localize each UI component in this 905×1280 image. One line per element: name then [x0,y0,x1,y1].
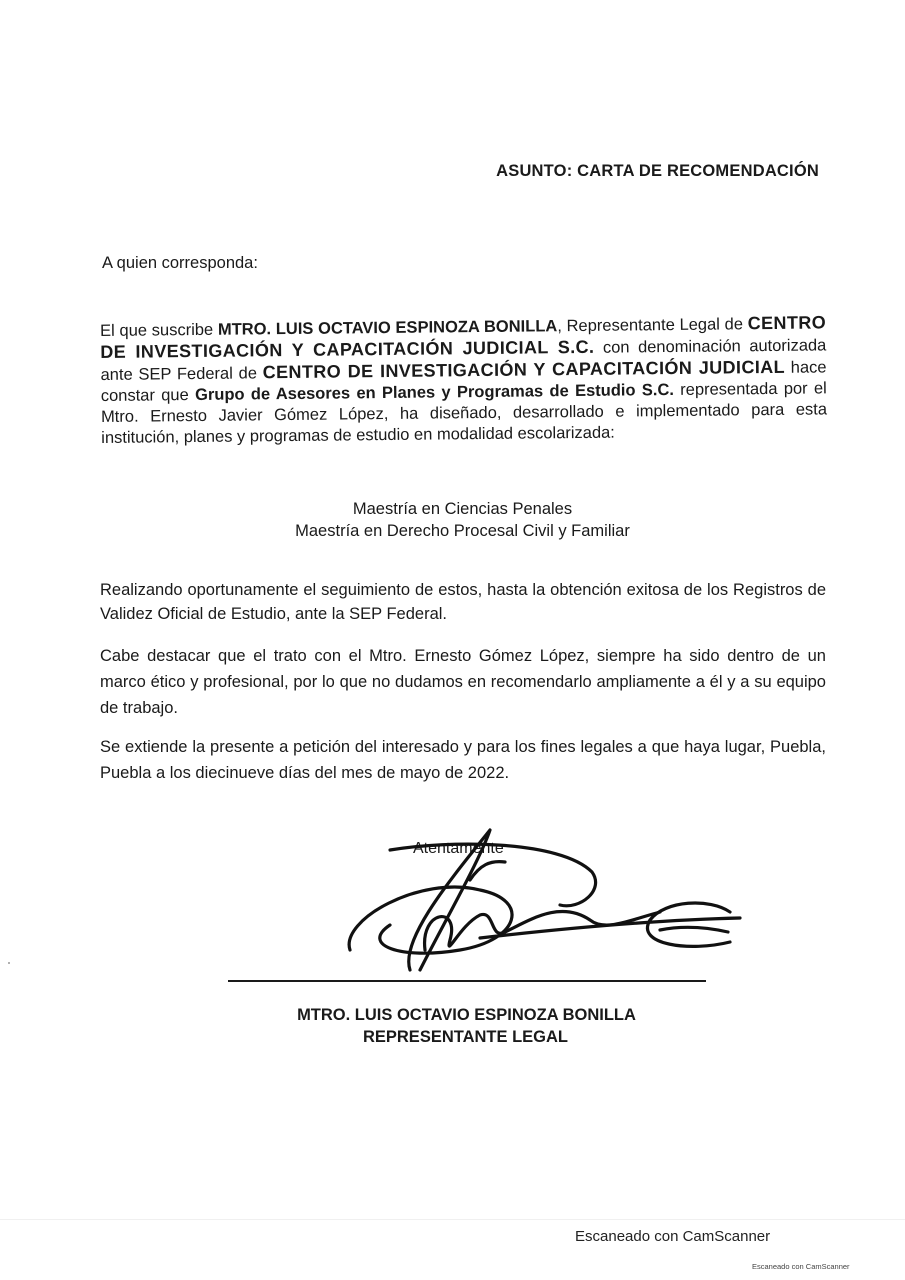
letter-subject: ASUNTO: CARTA DE RECOMENDACIÓN [496,162,819,180]
handwritten-signature [330,820,750,990]
closing-text: Atentamente [413,840,504,857]
paragraph-introduction [100,312,827,449]
paragraph-follow-up: Realizando oportunamente el seguimiento de estos, hasta la obtención exitosa de los Registros de Validez Oficial de Estudio, ante la SEP Federal. [100,581,826,623]
signer-block [0,1004,905,1048]
intro-text-5: representada por el Mtro. Ernesto Javier Gómez López, ha diseñado, desarrollado e implementado para esta institución, planes y programas de estudio en modalidad escolarizada: [100,379,828,447]
institution-name: CENTRO DE INVESTIGACIÓN Y CAPACITACIÓN JUDICIAL S.C. [100,312,827,362]
camscanner-label: Escaneado con CamScanner [575,1228,771,1245]
program-item: Maestría en Ciencias Penales [352,500,573,518]
intro-text-4: hace constar que [100,358,827,405]
camscanner-watermark: Escaneado con CamScanner [752,1262,850,1271]
programs-list [0,498,905,542]
authorized-denomination: CENTRO DE INVESTIGACIÓN Y CAPACITACIÓN JUDICIAL [262,356,786,383]
signer-name: MTRO. LUIS OCTAVIO ESPINOZA BONILLA [297,1006,636,1024]
intro-text-1: El que suscribe [100,320,218,340]
intro-text-3: con denominación autorizada ante SEP Federal de [100,336,827,384]
signer-title: REPRESENTANTE LEGAL [362,1028,569,1046]
advisory-group-name: Grupo de Asesores en Planes y Programas de Estudio S.C. [194,380,675,405]
paragraph-issuance: Se extiende la presente a petición del interesado y para los fines legales a que haya lugar, Puebla, Puebla a los diecinueve días del mes de mayo de 2022. [100,738,826,782]
paragraph-recommendation: Cabe destacar que el trato con el Mtro. Ernesto Gómez López, siempre ha sido dentro de un marco ético y profesional, por lo que no dudamos en recomendarlo ampliamente a él y a su equipo de trabajo. [100,647,826,717]
intro-text-2: , Representante Legal de [557,315,748,336]
letter-greeting: A quien corresponda: [102,254,258,272]
signature-line [228,980,706,982]
representative-name: MTRO. LUIS OCTAVIO ESPINOZA BONILLA [217,317,558,339]
program-item: Maestría en Derecho Procesal Civil y Familiar [295,522,630,540]
scan-speck [8,962,10,964]
